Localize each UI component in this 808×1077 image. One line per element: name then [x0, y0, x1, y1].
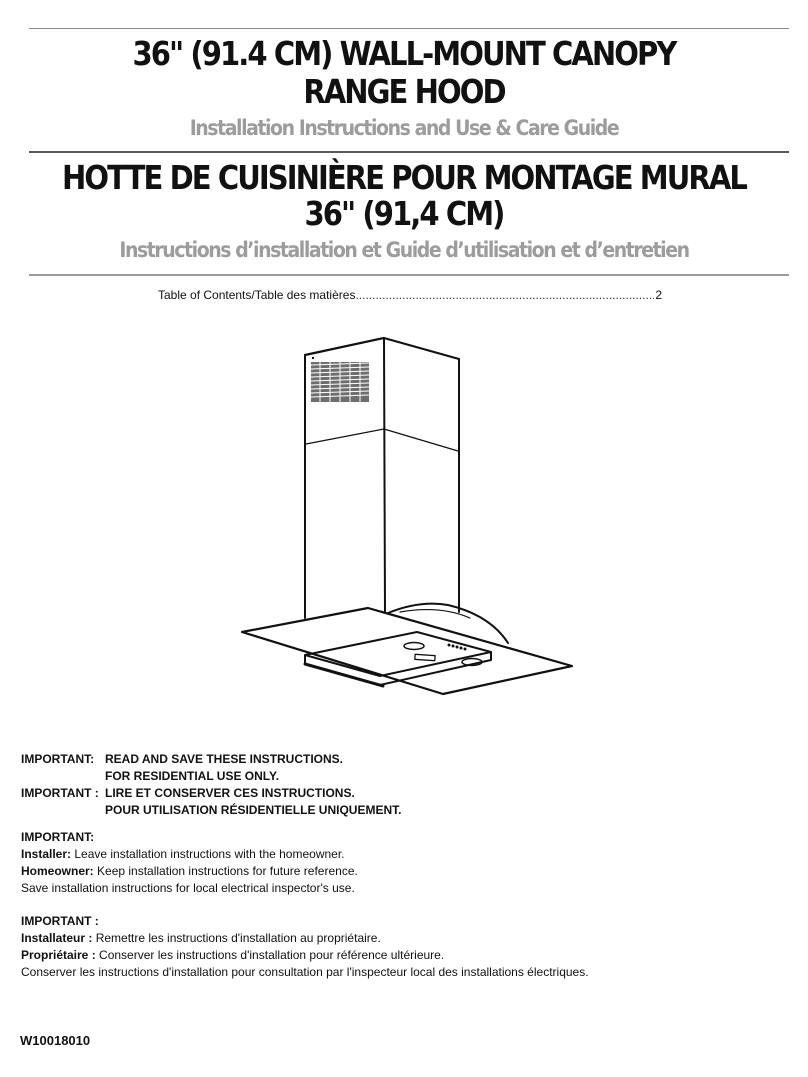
notes-heading: IMPORTANT :: [21, 914, 99, 928]
important-notice: [21, 751, 401, 819]
installer-note: [21, 846, 358, 863]
important-label: [21, 802, 105, 819]
top-divider: [29, 28, 789, 29]
bottom-divider: [29, 274, 789, 276]
subtitle-en: Installation Instructions and Use & Care Guide: [189, 116, 619, 140]
homeowner-note: [21, 947, 589, 964]
important-row-fr-residential: [21, 802, 401, 819]
homeowner-label: Homeowner:: [21, 864, 94, 878]
important-row-en-residential: [21, 768, 401, 785]
installer-text: Leave installation instructions with the homeowner.: [71, 847, 345, 861]
homeowner-text: Keep installation instructions for future reference.: [93, 864, 358, 878]
notes-heading: IMPORTANT:: [21, 830, 95, 844]
table-of-contents-entry[interactable]: [158, 288, 662, 303]
installer-note: [21, 930, 589, 947]
range-hood-illustration-icon: [230, 330, 590, 710]
notes-french: [21, 913, 589, 981]
important-text: LIRE ET CONSERVER CES INSTRUCTIONS.: [105, 786, 355, 800]
important-text: READ AND SAVE THESE INSTRUCTIONS.: [105, 752, 344, 766]
inspector-note: Save installation instructions for local electrical inspector's use.: [21, 881, 355, 895]
installer-text: Remettre les instructions d'installation au propriétaire.: [92, 931, 381, 945]
important-label: IMPORTANT :: [21, 786, 99, 800]
title-fr-line1: HOTTE DE CUISINIÈRE POUR MONTAGE MURAL: [62, 158, 746, 197]
part-number: W10018010: [20, 1033, 91, 1048]
installer-label: Installateur :: [21, 931, 93, 945]
important-row-fr: [21, 785, 401, 802]
important-label: [21, 768, 105, 785]
important-text: POUR UTILISATION RÉSIDENTIELLE UNIQUEMENT.: [105, 803, 402, 817]
middle-divider: [29, 151, 789, 153]
title-fr-line2: 36" (91,4 CM): [304, 194, 504, 233]
installer-label: Installer:: [21, 847, 72, 861]
inspector-note: Conserver les instructions d'installation pour consultation par l'inspecteur local des installations électriques.: [21, 965, 589, 979]
homeowner-note: [21, 863, 358, 880]
homeowner-label: Propriétaire :: [21, 948, 96, 962]
important-row-en: [21, 751, 401, 768]
title-en-line2: RANGE HOOD: [303, 72, 505, 111]
toc-label: Table of Contents/Table des matières: [158, 288, 356, 302]
notes-english: [21, 829, 358, 897]
important-text: FOR RESIDENTIAL USE ONLY.: [105, 769, 280, 783]
subtitle-fr: Instructions d’installation et Guide d’utilisation et d’entretien: [119, 238, 689, 262]
title-en-line1: 36" (91.4 CM) WALL-MOUNT CANOPY: [132, 34, 676, 73]
homeowner-text: Conserver les instructions d'installation pour référence ultérieure.: [95, 948, 445, 962]
toc-page-number: 2: [655, 288, 662, 302]
toc-dot-leader: [355, 288, 654, 303]
important-label: IMPORTANT:: [21, 752, 95, 766]
